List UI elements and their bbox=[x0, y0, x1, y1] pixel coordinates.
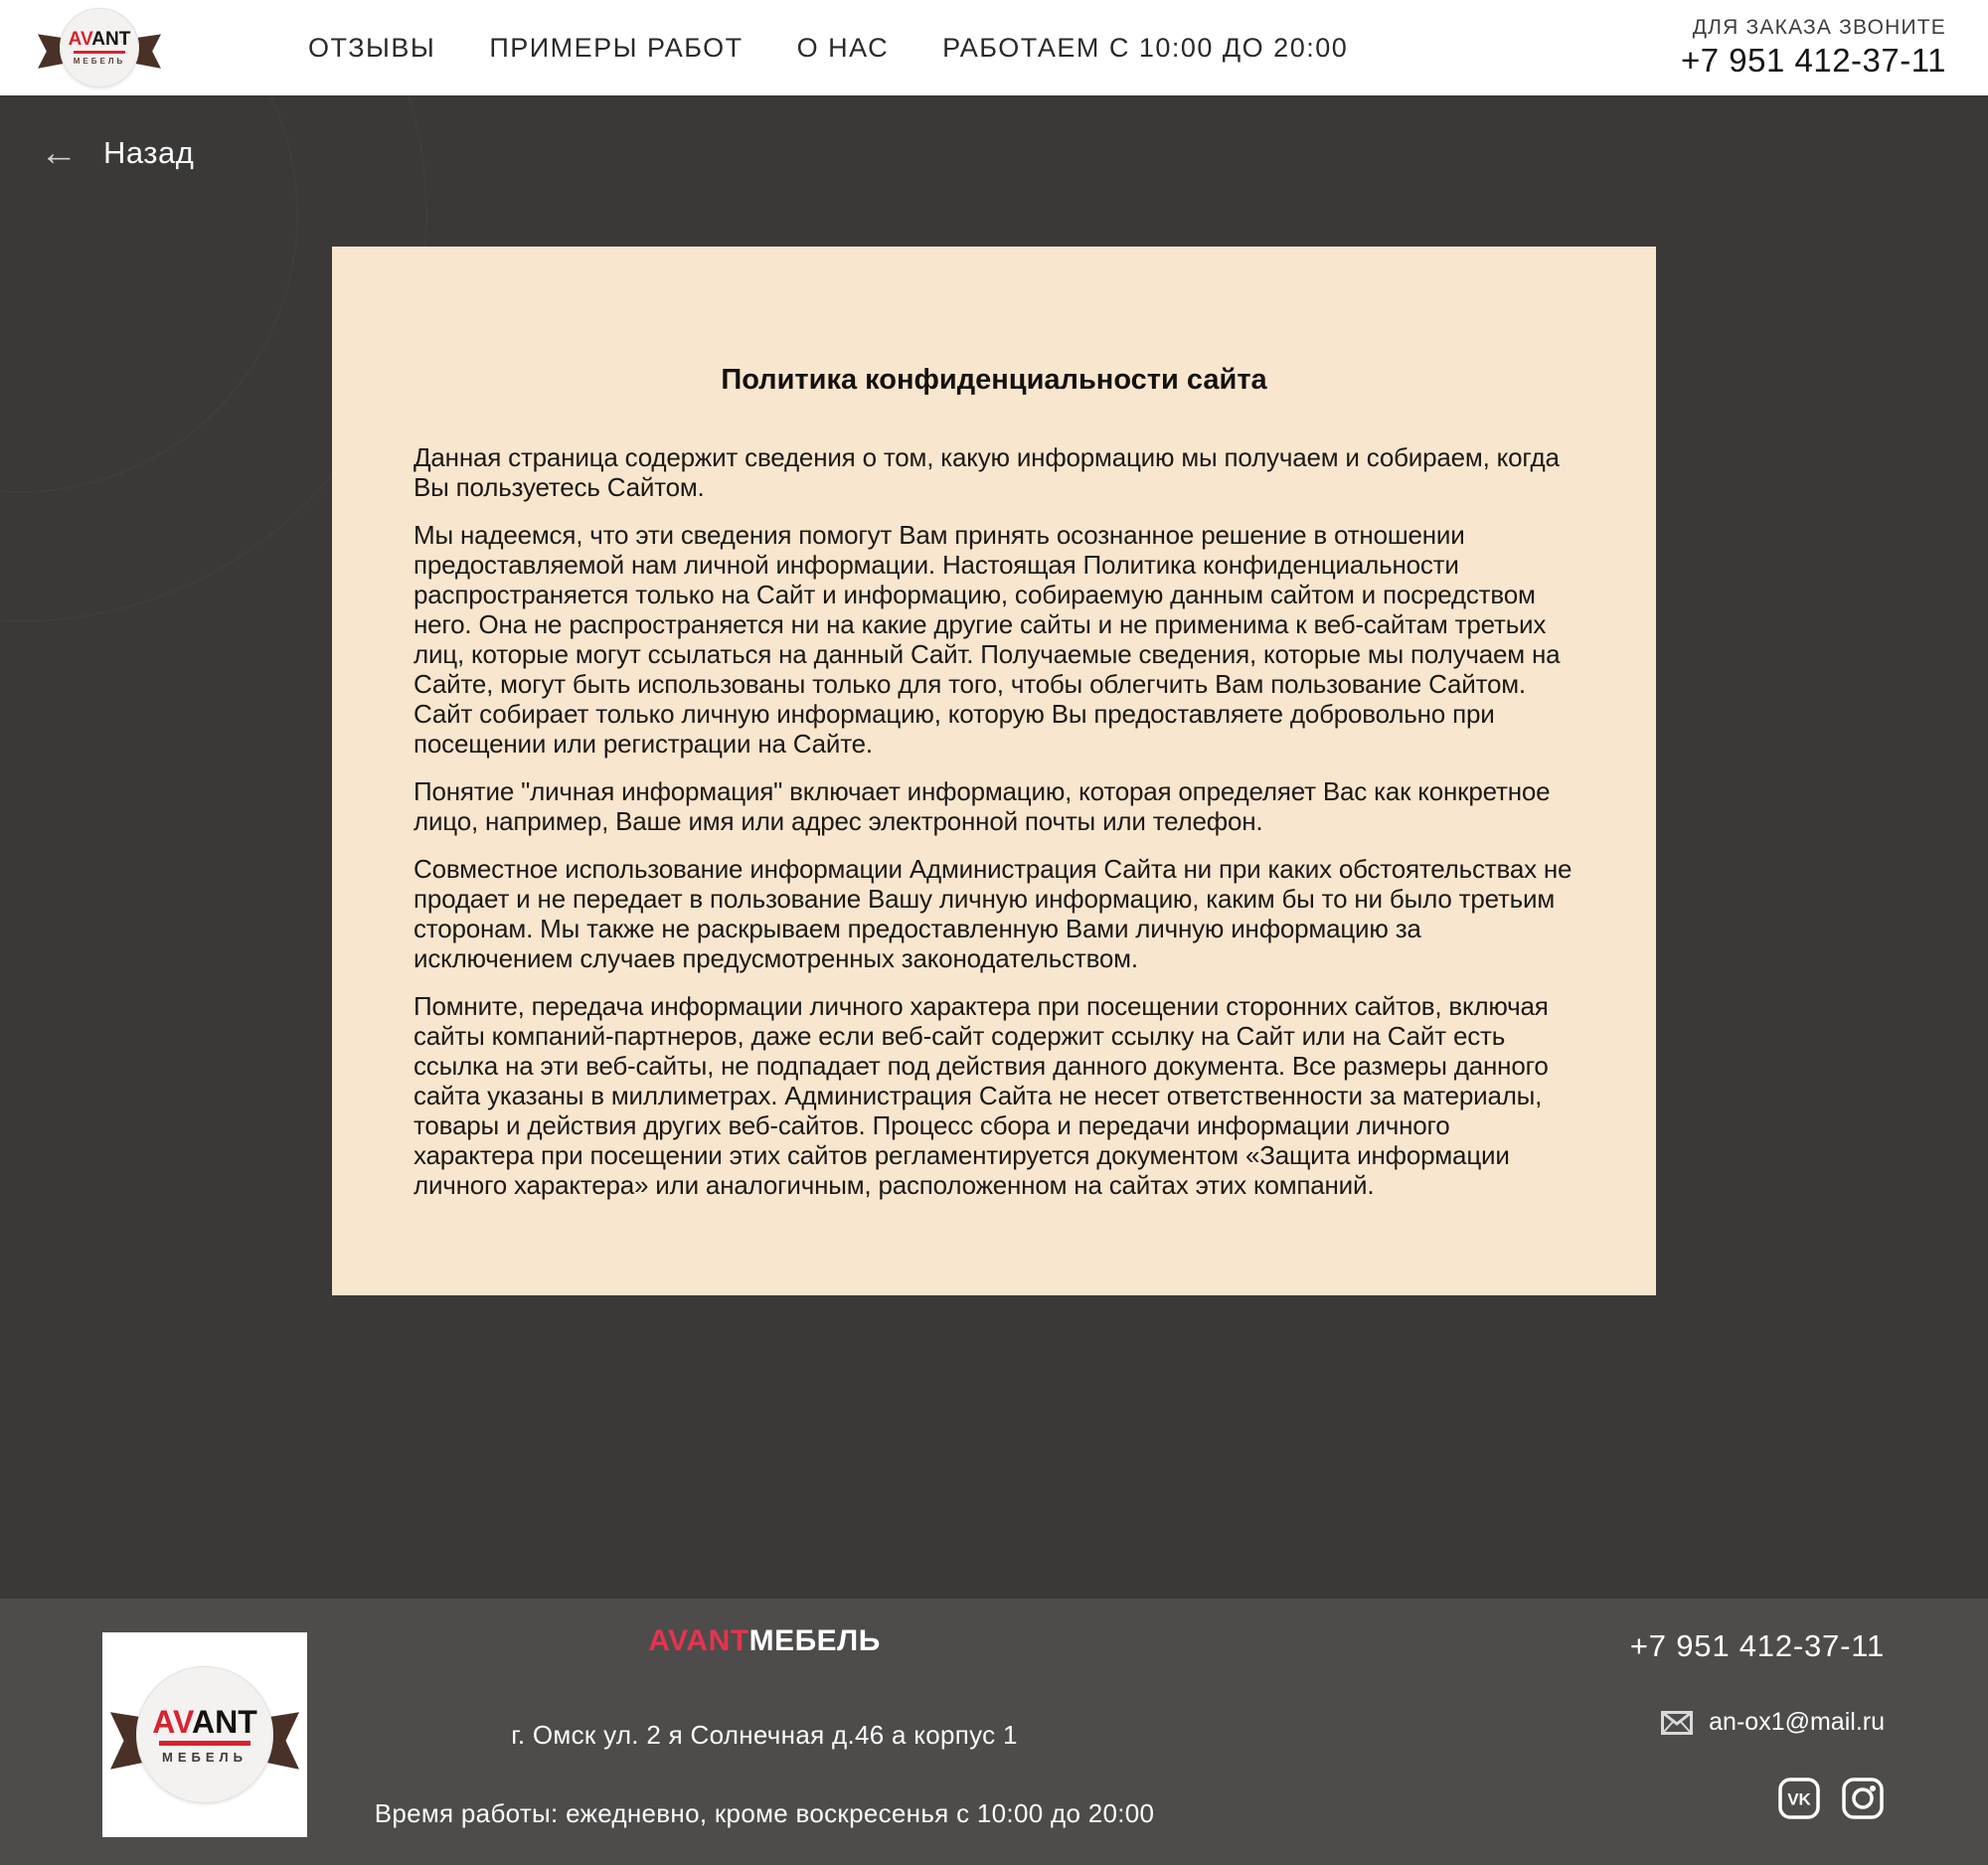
nav-item-about[interactable]: О НАС bbox=[796, 32, 890, 63]
avant-logo-icon bbox=[38, 6, 161, 89]
main-nav bbox=[308, 33, 1348, 64]
logo-wordmark bbox=[152, 1703, 257, 1740]
policy-paragraph: Понятие "личная информация" включает информацию, которая определяет Вас как конкретное лицо, например, Ваше имя или адрес электронной почты или телефон. bbox=[414, 776, 1551, 836]
footer-brand-title bbox=[307, 1624, 1222, 1658]
logo-caption: МЕБЕЛЬ bbox=[73, 57, 126, 66]
header-logo[interactable] bbox=[38, 6, 161, 89]
vk-icon[interactable] bbox=[1777, 1777, 1821, 1820]
policy-text bbox=[414, 442, 1574, 1200]
logo-text-dark: ANT bbox=[191, 1703, 257, 1740]
footer-address: г. Омск ул. 2 я Солнечная д.46 а корпус 1 bbox=[511, 1720, 1018, 1750]
site-header bbox=[0, 0, 1988, 95]
envelope-icon bbox=[1661, 1711, 1693, 1735]
nav-item-work-examples[interactable]: ПРИМЕРЫ РАБОТ bbox=[489, 32, 744, 63]
footer-working-hours: Время работы: ежедневно, кроме воскресенья с 10:00 до 20:00 bbox=[374, 1798, 1155, 1828]
page-title: Политика конфиденциальности сайта bbox=[721, 364, 1267, 396]
nav-item-reviews[interactable]: ОТЗЫВЫ bbox=[308, 32, 436, 63]
logo-text-red: AV bbox=[152, 1703, 192, 1740]
site-footer bbox=[0, 1599, 1988, 1865]
header-phone-number[interactable]: +7 951 412-37-11 bbox=[1680, 42, 1946, 79]
footer-logo-image bbox=[102, 1632, 307, 1837]
left-arrow-icon: ← bbox=[40, 132, 78, 174]
footer-phone-number[interactable]: +7 951 412-37-11 bbox=[1629, 1628, 1885, 1663]
policy-paragraph: Данная страница содержит сведения о том, какую информацию мы получаем и собираем, когда Вы пользуетесь Сайтом. bbox=[414, 442, 1560, 502]
logo-underline bbox=[74, 51, 125, 54]
footer-brand-red: AVANT bbox=[648, 1624, 749, 1657]
footer-contacts-block bbox=[1630, 1599, 1988, 1865]
logo-badge bbox=[136, 1666, 273, 1803]
footer-email-link[interactable] bbox=[1661, 1708, 1885, 1737]
back-label: Назад bbox=[103, 135, 195, 170]
logo-text-dark: ANT bbox=[91, 29, 131, 50]
logo-caption: МЕБЕЛЬ bbox=[162, 1749, 248, 1765]
logo-wordmark bbox=[69, 30, 131, 49]
logo-underline bbox=[159, 1741, 250, 1746]
logo-text-red: AV bbox=[68, 29, 92, 50]
avant-logo-icon bbox=[110, 1660, 299, 1809]
policy-paragraph: Совместное использование информации Администрация Сайта ни при каких обстоятельствах не продает и не передает в пользование Вашу личную информацию, каким бы то ни было третьим сторонам. Мы также не раскрываем предоставленную Вами личную информацию за исключением случаев предусмотренных законодательством. bbox=[414, 854, 1573, 973]
footer-email-text: an-ox1@mail.ru bbox=[1709, 1708, 1885, 1736]
policy-paragraph: Мы надеемся, что эти сведения помогут Вам принять осознанное решение в отношении предоставляемой нам личной информации. Настоящая Политика конфиденциальности распространяется только на Сайт и информацию, собираемую данным сайтом и посредством него. Она не распространяется ни на какие другие сайты и не применима к веб-сайтам третьих лиц, которые могут ссылаться на данный Сайт. Получаемые сведения, которые мы получаем на Сайте, могут быть использованы только для того, чтобы облегчить Вам пользование Сайтом. Сайт собирает только личную информацию, которую Вы предоставляете добровольно при посещении или регистрации на Сайте. bbox=[414, 520, 1561, 759]
footer-brand-white: МЕБЕЛЬ bbox=[748, 1624, 881, 1657]
instagram-icon[interactable] bbox=[1841, 1777, 1885, 1820]
svg-text:VK: VK bbox=[1787, 1789, 1811, 1809]
logo-badge bbox=[60, 8, 139, 87]
page-main bbox=[0, 95, 1988, 1599]
footer-center-block bbox=[307, 1599, 1222, 1865]
policy-paragraph: Помните, передача информации личного характера при посещении сторонних сайтов, включая сайты компаний-партнеров, даже если веб-сайт содержит ссылку на Сайт или на Сайт есть ссылка на эти веб-сайты, не подпадает под действия данного документа. Все размеры данного сайта указаны в миллиметрах. Администрация Сайта не несет ответственности за материалы, товары и действия других веб-сайтов. Процесс сбора и передачи информации личного характера при посещении этих сайтов регламентируется документом «Защита информации личного характера» или аналогичным, расположенном на сайтах этих компаний. bbox=[414, 991, 1549, 1200]
back-button[interactable] bbox=[40, 132, 195, 174]
header-call-block bbox=[1681, 16, 1946, 80]
nav-working-hours: РАБОТАЕМ С 10:00 ДО 20:00 bbox=[942, 32, 1349, 63]
footer-social-links bbox=[1777, 1777, 1885, 1820]
back-row bbox=[0, 95, 1988, 174]
call-to-order-label: ДЛЯ ЗАКАЗА ЗВОНИТЕ bbox=[1692, 16, 1946, 39]
privacy-policy-panel bbox=[332, 247, 1656, 1295]
